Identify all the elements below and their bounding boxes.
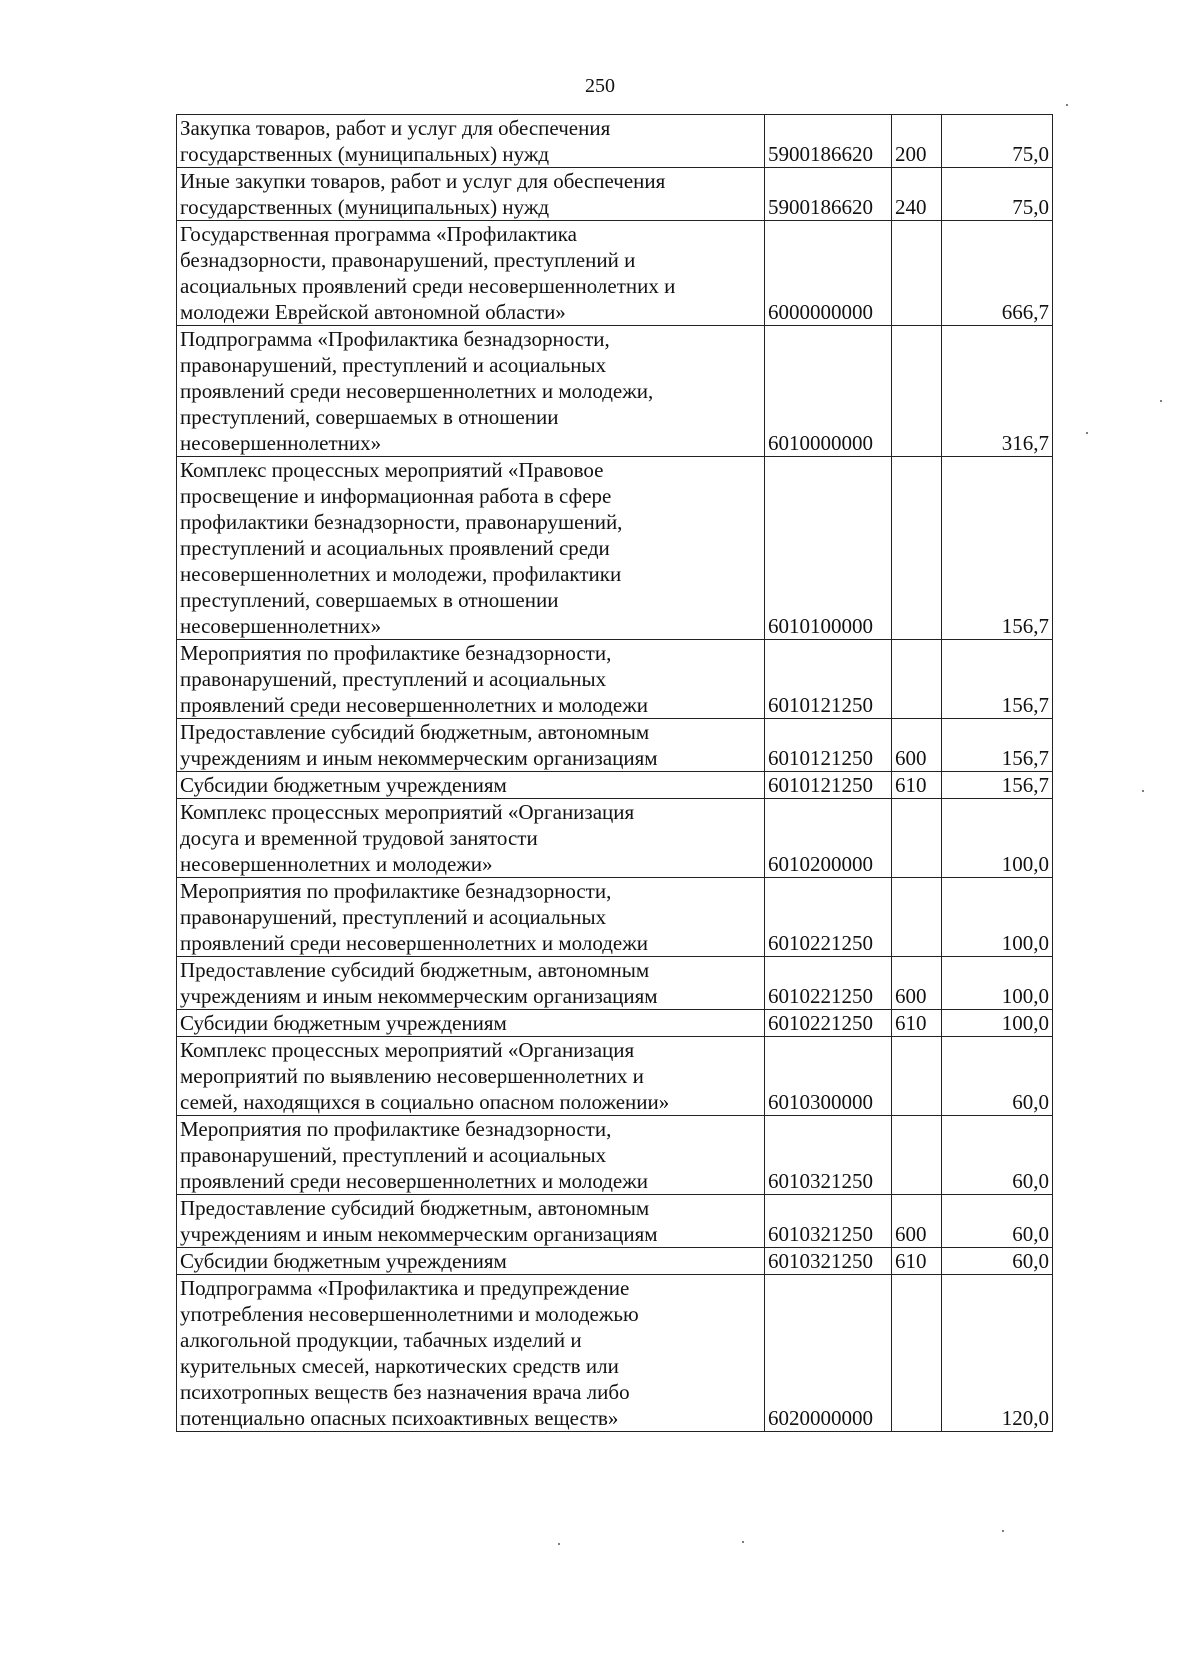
row-code-cell: 6010321250	[765, 1195, 892, 1248]
row-name-cell: Комплекс процессных мероприятий «Организация мероприятий по выявлению несовершеннолетних и семей, находящихся в социально опасном положении»	[177, 1037, 765, 1116]
table-row	[177, 115, 1053, 168]
row-name-cell: Субсидии бюджетным учреждениям	[177, 1248, 765, 1275]
row-sum-cell: 156,7	[942, 640, 1053, 719]
row-code-cell: 5900186620	[765, 168, 892, 221]
row-code-cell: 6000000000	[765, 221, 892, 326]
row-code-cell: 6010121250	[765, 772, 892, 799]
table-row	[177, 640, 1053, 719]
row-sum-cell: 75,0	[942, 168, 1053, 221]
table-row	[177, 1248, 1053, 1275]
row-name-cell: Подпрограмма «Профилактика безнадзорности, правонарушений, преступлений и асоциальных проявлений среди несовершеннолетних и молодежи, преступлений, совершаемых в отношении несовершеннолетних»	[177, 326, 765, 457]
row-code-cell: 6010221250	[765, 878, 892, 957]
row-code-cell: 6020000000	[765, 1275, 892, 1432]
row-code-cell: 6010321250	[765, 1248, 892, 1275]
row-code-cell: 6010321250	[765, 1116, 892, 1195]
row-code-cell: 6010100000	[765, 457, 892, 640]
row-sum-cell: 666,7	[942, 221, 1053, 326]
table-row	[177, 1116, 1053, 1195]
budget-table	[176, 114, 1053, 1432]
scan-speck	[1142, 790, 1144, 792]
row-name-cell: Мероприятия по профилактике безнадзорности, правонарушений, преступлений и асоциальных проявлений среди несовершеннолетних и молодежи	[177, 878, 765, 957]
row-type-cell	[892, 457, 942, 640]
table-row	[177, 1010, 1053, 1037]
row-name-cell: Комплекс процессных мероприятий «Правовое просвещение и информационная работа в сфере профилактики безнадзорности, правонарушений, преступлений и асоциальных проявлений среди несовершеннолетних и молодежи, профилактики преступлений, совершаемых в отношении несовершеннолетних»	[177, 457, 765, 640]
row-sum-cell: 120,0	[942, 1275, 1053, 1432]
row-type-cell: 610	[892, 1010, 942, 1037]
row-sum-cell: 100,0	[942, 878, 1053, 957]
row-type-cell	[892, 1275, 942, 1432]
row-code-cell: 5900186620	[765, 115, 892, 168]
row-sum-cell: 156,7	[942, 719, 1053, 772]
row-sum-cell: 75,0	[942, 115, 1053, 168]
row-code-cell: 6010300000	[765, 1037, 892, 1116]
table-row	[177, 719, 1053, 772]
page-number: 250	[585, 75, 615, 97]
scan-speck	[1066, 104, 1068, 106]
row-type-cell: 240	[892, 168, 942, 221]
row-code-cell: 6010221250	[765, 1010, 892, 1037]
row-type-cell: 600	[892, 957, 942, 1010]
row-type-cell: 610	[892, 1248, 942, 1275]
table-row	[177, 1037, 1053, 1116]
row-type-cell	[892, 1116, 942, 1195]
row-type-cell	[892, 1037, 942, 1116]
table-row	[177, 799, 1053, 878]
row-code-cell: 6010000000	[765, 326, 892, 457]
row-name-cell: Иные закупки товаров, работ и услуг для обеспечения государственных (муниципальных) нужд	[177, 168, 765, 221]
row-code-cell: 6010121250	[765, 719, 892, 772]
scan-speck	[1160, 400, 1162, 402]
row-sum-cell: 156,7	[942, 457, 1053, 640]
row-sum-cell: 60,0	[942, 1248, 1053, 1275]
row-sum-cell: 156,7	[942, 772, 1053, 799]
table-row	[177, 1195, 1053, 1248]
scan-speck	[558, 1543, 560, 1545]
row-name-cell: Государственная программа «Профилактика безнадзорности, правонарушений, преступлений и асоциальных проявлений среди несовершеннолетних и молодежи Еврейской автономной области»	[177, 221, 765, 326]
row-sum-cell: 60,0	[942, 1116, 1053, 1195]
row-type-cell: 600	[892, 1195, 942, 1248]
row-sum-cell: 100,0	[942, 1010, 1053, 1037]
table-row	[177, 772, 1053, 799]
row-name-cell: Субсидии бюджетным учреждениям	[177, 772, 765, 799]
row-name-cell: Мероприятия по профилактике безнадзорности, правонарушений, преступлений и асоциальных проявлений среди несовершеннолетних и молодежи	[177, 640, 765, 719]
row-type-cell	[892, 221, 942, 326]
row-type-cell	[892, 326, 942, 457]
row-sum-cell: 100,0	[942, 799, 1053, 878]
row-type-cell: 610	[892, 772, 942, 799]
table-row	[177, 326, 1053, 457]
row-name-cell: Закупка товаров, работ и услуг для обеспечения государственных (муниципальных) нужд	[177, 115, 765, 168]
row-sum-cell: 316,7	[942, 326, 1053, 457]
row-name-cell: Мероприятия по профилактике безнадзорности, правонарушений, преступлений и асоциальных проявлений среди несовершеннолетних и молодежи	[177, 1116, 765, 1195]
row-code-cell: 6010221250	[765, 957, 892, 1010]
row-type-cell	[892, 640, 942, 719]
row-name-cell: Предоставление субсидий бюджетным, автономным учреждениям и иным некоммерческим организациям	[177, 1195, 765, 1248]
row-code-cell: 6010121250	[765, 640, 892, 719]
row-type-cell: 600	[892, 719, 942, 772]
row-name-cell: Предоставление субсидий бюджетным, автономным учреждениям и иным некоммерческим организациям	[177, 957, 765, 1010]
row-type-cell: 200	[892, 115, 942, 168]
row-code-cell: 6010200000	[765, 799, 892, 878]
budget-table-body	[177, 115, 1053, 1432]
scan-speck	[1002, 1530, 1004, 1532]
row-name-cell: Комплекс процессных мероприятий «Организация досуга и временной трудовой занятости несовершеннолетних и молодежи»	[177, 799, 765, 878]
row-name-cell: Предоставление субсидий бюджетным, автономным учреждениям и иным некоммерческим организациям	[177, 719, 765, 772]
table-row	[177, 457, 1053, 640]
table-row	[177, 878, 1053, 957]
table-row	[177, 957, 1053, 1010]
table-row	[177, 1275, 1053, 1432]
scan-speck	[742, 1541, 744, 1543]
row-name-cell: Подпрограмма «Профилактика и предупреждение употребления несовершеннолетними и молодежью алкогольной продукции, табачных изделий и курительных смесей, наркотических средств или психотропных веществ без назначения врача либо потенциально опасных психоактивных веществ»	[177, 1275, 765, 1432]
table-row	[177, 221, 1053, 326]
row-type-cell	[892, 878, 942, 957]
row-sum-cell: 60,0	[942, 1037, 1053, 1116]
row-type-cell	[892, 799, 942, 878]
scan-speck	[1086, 432, 1088, 434]
row-sum-cell: 100,0	[942, 957, 1053, 1010]
table-row	[177, 168, 1053, 221]
row-name-cell: Субсидии бюджетным учреждениям	[177, 1010, 765, 1037]
row-sum-cell: 60,0	[942, 1195, 1053, 1248]
